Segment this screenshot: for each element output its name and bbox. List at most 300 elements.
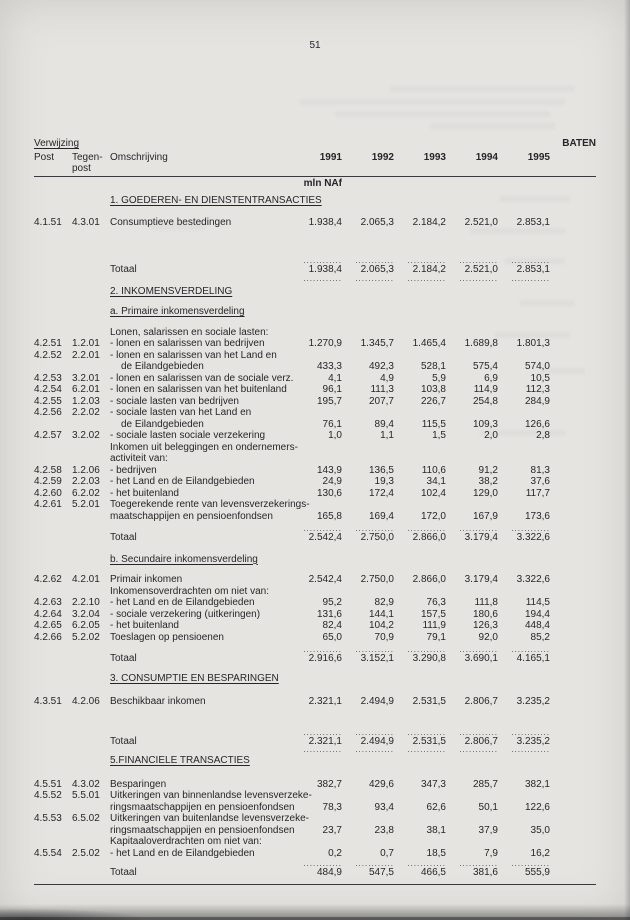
value-1994: 109,3 xyxy=(472,418,498,430)
description-line: Inkomensoverdrachten om niet van: xyxy=(110,585,269,597)
value-1995: 3.235,2 xyxy=(516,696,550,707)
dashes-separator xyxy=(34,276,596,282)
description-line: ringsmaatschappijen en pensioenfondsen xyxy=(110,824,295,836)
description: Totaal xyxy=(110,532,137,543)
value-1994: ............ xyxy=(459,729,498,736)
value-1992: 207,7 xyxy=(368,395,394,407)
value-1994: 1.689,8 xyxy=(464,338,498,349)
value-1993: 115,5 xyxy=(421,418,446,430)
value-1994: 167,9 xyxy=(472,510,498,522)
value-1991: ............ xyxy=(303,526,342,532)
spacer xyxy=(72,178,110,190)
table-row xyxy=(34,350,596,373)
value-1991: 23,7 xyxy=(322,824,342,836)
description-line: - lonen en salarissen van het Land en xyxy=(110,349,277,361)
value-1994: 254,8 xyxy=(472,395,498,407)
value-1993: 347,3 xyxy=(420,778,446,790)
description xyxy=(110,276,290,282)
value-1991: 143,9 xyxy=(316,464,342,476)
subsection-heading: a. Primaire inkomensverdeling xyxy=(110,306,245,317)
value-1993: 62,6 xyxy=(426,801,446,813)
value-1992: 172,4 xyxy=(368,487,394,499)
omschrijving-column-header: Omschrijving xyxy=(110,151,168,163)
value-1994: 37,9 xyxy=(478,824,498,836)
row-gap xyxy=(34,207,596,217)
table-row xyxy=(34,499,596,522)
value-1993: 2.866,0 xyxy=(412,532,446,543)
description xyxy=(110,338,290,350)
value-1992: 2.065,3 xyxy=(360,216,394,228)
value-1994: 2,0 xyxy=(484,430,498,441)
section-heading: 1. GOEDEREN- EN DIENSTENTRANSACTIES xyxy=(110,195,322,206)
value-1992: 82,9 xyxy=(374,597,394,608)
table-row xyxy=(34,384,596,396)
value-1991: 130,6 xyxy=(316,487,342,499)
table-row xyxy=(34,476,596,488)
value-1993: ............ xyxy=(407,647,446,653)
value-1995: 114,5 xyxy=(525,597,550,608)
description xyxy=(110,499,310,522)
description: Totaal xyxy=(110,735,137,747)
section-row xyxy=(34,755,596,767)
table-row xyxy=(34,574,596,586)
description-line: Consumptieve bestedingen xyxy=(110,216,232,228)
value-1994: 2.806,7 xyxy=(464,696,498,707)
value-1994: 2.521,0 xyxy=(464,216,498,228)
description xyxy=(110,476,290,488)
description-line: Primair inkomen xyxy=(110,574,183,585)
value-1992: ............ xyxy=(355,647,394,653)
value-1992: 169,4 xyxy=(368,510,394,522)
value-1991: 195,7 xyxy=(316,395,342,407)
value-1994: 38,2 xyxy=(478,476,498,487)
description-line: - sociale verzekering (uitkeringen) xyxy=(110,608,261,620)
description xyxy=(110,836,290,848)
description xyxy=(110,327,290,339)
value-1993: 2.866,0 xyxy=(412,574,446,585)
tegenpost-column-header xyxy=(72,152,110,175)
value-1992: ............ xyxy=(355,526,394,532)
value-1993: 111,9 xyxy=(422,620,446,631)
value-1992: 4,9 xyxy=(380,372,394,384)
value-1993: 3.290,8 xyxy=(412,653,446,664)
post-code: 4.2.54 xyxy=(34,384,62,395)
value-1994: 3.690,1 xyxy=(464,653,498,664)
value-1995: 2,8 xyxy=(536,430,550,441)
table-row xyxy=(34,217,596,229)
description-line: Besparingen xyxy=(110,778,167,790)
row-gap xyxy=(34,665,596,673)
post-code: 4.2.63 xyxy=(34,597,62,608)
description xyxy=(110,779,290,791)
value-1992: 2.494,9 xyxy=(360,735,394,747)
row-gap xyxy=(34,297,596,306)
tegenpost-code: 5.2.01 xyxy=(72,499,100,510)
post-code: 4.5.52 xyxy=(34,790,62,801)
description-line: - het buitenland xyxy=(110,620,179,631)
tegenpost-code: 4.2.01 xyxy=(72,574,100,585)
description xyxy=(110,372,294,385)
subsection-row xyxy=(34,554,596,566)
value-1991: ............ xyxy=(303,729,342,736)
description-line: - het buitenland xyxy=(110,487,179,499)
description-line: - sociale lasten van bedrijven xyxy=(110,395,239,407)
post-code: 4.2.60 xyxy=(34,487,62,499)
description-line: - het Land en de Eilandgebieden xyxy=(110,847,255,859)
value-1993: 1.465,4 xyxy=(412,338,446,349)
tegenpost-code: 1.2.03 xyxy=(72,395,100,407)
description xyxy=(110,620,290,632)
value-1993: 34,1 xyxy=(426,476,446,487)
value-1992: 492,3 xyxy=(368,361,394,372)
description xyxy=(110,574,290,586)
value-1995: 382,1 xyxy=(524,778,550,790)
year-column-header: 1991 xyxy=(319,151,342,163)
description-line: Uitkeringen van binnenlandse levensverzeke- xyxy=(110,790,312,801)
section-heading: 5.FINANCIELE TRANSACTIES xyxy=(110,755,250,766)
description-line: Toeslagen op pensioenen xyxy=(110,631,224,643)
table-row xyxy=(34,696,596,708)
value-1994: 129,0 xyxy=(472,487,498,499)
table-row xyxy=(34,396,596,408)
value-1991: ............ xyxy=(303,647,342,653)
value-1995: 35,0 xyxy=(530,824,550,836)
value-1992: 2.494,9 xyxy=(360,696,394,707)
tegenpost-code: 2.2.10 xyxy=(72,597,100,608)
row-gap xyxy=(34,767,596,779)
row-gap xyxy=(34,708,596,730)
bleedthrough-artifact xyxy=(430,123,555,129)
table-row xyxy=(34,813,596,836)
description-line: ringsmaatschappijen en pensioenfondsen xyxy=(110,801,295,813)
value-1995: 37,6 xyxy=(530,476,550,487)
value-1991: ............ xyxy=(303,275,342,282)
year-column-header: 1995 xyxy=(527,151,550,163)
value-1992: 1.345,7 xyxy=(360,338,394,349)
tegenpost-code: 3.2.04 xyxy=(72,608,100,620)
value-1995: 3.322,6 xyxy=(516,574,550,585)
value-1994: ............ xyxy=(459,647,498,653)
value-1993: 79,1 xyxy=(426,631,446,643)
value-1992: 429,6 xyxy=(368,778,394,790)
value-1991: 1.938,4 xyxy=(308,216,342,228)
description xyxy=(110,465,290,477)
value-1991: 0,2 xyxy=(328,847,342,859)
post-code: 4.2.52 xyxy=(34,349,62,361)
value-1994: 3.179,4 xyxy=(464,574,498,585)
value-1991: 76,1 xyxy=(322,418,342,430)
description-line: Inkomen uit beleggingen en ondernemers- xyxy=(110,441,298,453)
row-gap xyxy=(34,565,596,574)
value-1991: 2.321,1 xyxy=(308,696,342,707)
description: Totaal xyxy=(110,867,137,878)
year-column-header: 1993 xyxy=(423,151,446,163)
label-row xyxy=(34,836,596,848)
table-row xyxy=(34,488,596,500)
description-line: de Eilandgebieden xyxy=(121,361,204,372)
value-1992: 0,7 xyxy=(380,847,394,859)
value-1993: 172,0 xyxy=(420,510,446,522)
value-1993: ............ xyxy=(407,861,446,867)
description xyxy=(110,350,290,373)
post-code: 4.2.66 xyxy=(34,631,62,643)
post-code: 4.2.62 xyxy=(34,574,62,585)
value-1993: 103,8 xyxy=(420,384,446,395)
description xyxy=(110,586,290,598)
value-1991: ............ xyxy=(303,747,342,753)
label-row xyxy=(34,442,596,465)
value-1992: 2.750,0 xyxy=(360,532,394,543)
value-1995: 284,9 xyxy=(524,395,550,407)
section-row xyxy=(34,195,596,207)
description-line: Kapitaaloverdrachten om niet van: xyxy=(110,836,262,847)
value-1991: 484,9 xyxy=(316,867,342,878)
description-line: activiteit van: xyxy=(110,453,168,464)
description-line: - lonen en salarissen van de sociale verz. xyxy=(110,372,294,384)
value-1992: 3.152,1 xyxy=(360,653,394,664)
table-row xyxy=(34,407,596,430)
post-column-header: Post xyxy=(34,151,55,163)
tegenpost-code: 2.2.03 xyxy=(72,476,100,487)
value-1995: 126,6 xyxy=(524,418,550,430)
value-1994: 2.806,7 xyxy=(464,735,498,747)
value-1994: 114,9 xyxy=(473,384,498,395)
description xyxy=(110,632,290,644)
post-code: 4.2.58 xyxy=(34,464,62,476)
value-1995: 81,3 xyxy=(530,464,550,476)
value-1995: 2.853,1 xyxy=(516,264,550,275)
total-row xyxy=(34,653,596,665)
tegenpost-code: 4.3.02 xyxy=(72,778,100,790)
value-1993: 466,5 xyxy=(420,867,446,878)
value-1993: 5,9 xyxy=(432,372,446,384)
value-1991: 382,7 xyxy=(316,778,342,790)
baten-heading: BATEN xyxy=(562,138,596,149)
page-number: 51 xyxy=(309,40,321,51)
value-1994: 3.179,4 xyxy=(464,532,498,543)
value-1991: 4,1 xyxy=(328,372,342,384)
description-line: Lonen, salarissen en sociale lasten: xyxy=(110,326,269,338)
tegenpost-code: 2.2.02 xyxy=(72,407,100,418)
column-header-row xyxy=(34,152,596,175)
value-1992: 89,4 xyxy=(374,418,394,430)
table-row xyxy=(34,465,596,477)
description xyxy=(110,441,298,465)
value-1993: ............ xyxy=(407,258,446,264)
value-1994: ............ xyxy=(459,258,498,264)
value-1995: 1.801,3 xyxy=(516,338,550,349)
value-1992: 23,8 xyxy=(374,824,394,836)
description xyxy=(110,848,290,860)
description-line: - lonen en salarissen van het buitenland xyxy=(110,384,287,395)
value-1991: ............ xyxy=(303,861,342,867)
value-1994: 381,6 xyxy=(472,867,498,878)
description xyxy=(110,813,310,836)
value-1994: ............ xyxy=(459,861,498,867)
table-row xyxy=(34,373,596,385)
value-1995: 3.235,2 xyxy=(516,735,550,747)
value-1995: 117,7 xyxy=(525,487,550,499)
value-1995: 448,4 xyxy=(524,620,550,631)
value-1992: 2.065,3 xyxy=(360,264,394,275)
table-row xyxy=(34,790,596,813)
value-1995: ............ xyxy=(511,258,550,264)
section-heading: 2. INKOMENSVERDELING xyxy=(110,285,233,297)
spacer xyxy=(110,178,290,190)
value-1991: 96,1 xyxy=(322,384,342,395)
table-row xyxy=(34,430,596,442)
description-line: - sociale lasten van het Land en xyxy=(110,407,252,418)
post-code: 4.1.51 xyxy=(34,216,62,228)
table-row xyxy=(34,848,596,860)
value-1993: ............ xyxy=(407,747,446,753)
subsection-row xyxy=(34,306,596,318)
post-code: 4.2.61 xyxy=(34,499,62,510)
value-1991: 1.938,4 xyxy=(308,264,342,275)
total-row xyxy=(34,867,596,879)
description-line: de Eilandgebieden xyxy=(121,418,204,430)
value-1992: 93,4 xyxy=(374,801,394,813)
description xyxy=(110,396,290,408)
tegenpost-code: 3.2.01 xyxy=(72,372,100,384)
description xyxy=(110,430,290,442)
value-1991: 95,2 xyxy=(322,597,342,608)
value-1994: ............ xyxy=(459,275,498,282)
table-row xyxy=(34,597,596,609)
value-1995: 16,2 xyxy=(530,847,550,859)
value-1992: 1,1 xyxy=(380,430,394,441)
value-1995: 555,9 xyxy=(524,867,550,878)
value-1995: 4.165,1 xyxy=(516,653,550,664)
post-code: 4.2.65 xyxy=(34,620,62,631)
post-code: 4.2.55 xyxy=(34,395,62,407)
table-row xyxy=(34,338,596,350)
value-1994: 91,2 xyxy=(478,464,498,476)
value-1993: ............ xyxy=(407,729,446,736)
value-1992: 104,2 xyxy=(368,620,394,631)
section-heading: 3. CONSUMPTIE EN BESPARINGEN xyxy=(110,672,279,684)
total-row xyxy=(34,264,596,276)
tegenpost-code: 4.2.06 xyxy=(72,696,100,707)
value-1993: 2.184,2 xyxy=(412,264,446,275)
post-code: 4.2.64 xyxy=(34,608,62,620)
year-column-header: 1994 xyxy=(475,151,498,163)
value-1995: ............ xyxy=(511,729,550,736)
tegenpost-header-line: Tegen- xyxy=(72,151,103,163)
post-code: 4.3.51 xyxy=(34,696,62,707)
value-1991: 82,4 xyxy=(322,620,342,631)
description: Totaal xyxy=(110,653,137,664)
value-1992: 2.750,0 xyxy=(360,574,394,585)
value-1994: 2.521,0 xyxy=(464,264,498,275)
value-1991: 131,6 xyxy=(316,608,342,620)
value-1993: 2.531,5 xyxy=(412,735,446,747)
value-1992: ............ xyxy=(355,729,394,736)
value-1991: ............ xyxy=(303,258,342,264)
subsection-heading: b. Secundaire inkomensverdeling xyxy=(110,553,258,565)
tegenpost-code: 1.2.01 xyxy=(72,338,100,349)
value-1995: 173,6 xyxy=(524,510,550,522)
post-code: 4.2.51 xyxy=(34,338,62,349)
value-1991: 24,9 xyxy=(322,476,342,487)
value-1993: 76,3 xyxy=(426,597,446,608)
value-1993: 102,4 xyxy=(420,487,446,499)
value-1995: 2.853,1 xyxy=(516,216,550,228)
value-1993: 157,5 xyxy=(420,608,446,620)
table-row xyxy=(34,632,596,644)
value-1995: ............ xyxy=(511,647,550,653)
value-1994: 126,3 xyxy=(472,620,498,631)
tegenpost-code: 5.5.01 xyxy=(72,790,100,801)
table-body xyxy=(34,189,596,879)
value-1992: ............ xyxy=(355,275,394,282)
value-1993: 2.184,2 xyxy=(412,216,446,228)
value-1991: 2.321,1 xyxy=(308,735,342,747)
description xyxy=(110,609,290,621)
description xyxy=(110,217,290,229)
total-row xyxy=(34,736,596,748)
value-1991: 2.542,4 xyxy=(308,574,342,585)
description xyxy=(110,696,290,708)
tegenpost-code: 5.2.02 xyxy=(72,631,100,643)
description xyxy=(110,384,290,396)
bleedthrough-artifact xyxy=(300,99,565,105)
label-row xyxy=(34,586,596,598)
row-gap xyxy=(34,684,596,696)
total-row xyxy=(34,532,596,544)
row-gap xyxy=(34,318,596,327)
value-1992: ............ xyxy=(355,258,394,264)
tegenpost-code: 2.2.01 xyxy=(72,349,100,361)
value-1992: 111,3 xyxy=(370,384,394,395)
value-1994: 285,7 xyxy=(472,778,498,790)
value-1995: ............ xyxy=(511,526,550,532)
post-code: 4.2.53 xyxy=(34,372,62,384)
value-1993: 18,5 xyxy=(426,847,446,859)
value-1994: 50,1 xyxy=(478,801,498,813)
value-1992: 136,5 xyxy=(368,464,394,476)
value-1994: 575,4 xyxy=(472,361,498,372)
tegenpost-code: 6.2.01 xyxy=(72,384,100,395)
value-1995: 194,4 xyxy=(524,608,550,620)
unit-label: mln NAf xyxy=(303,177,342,189)
description xyxy=(110,747,290,753)
value-1994: ............ xyxy=(459,747,498,753)
description-line: - lonen en salarissen van bedrijven xyxy=(110,338,265,349)
value-1994: 111,8 xyxy=(474,597,498,608)
value-1991: 1.270,9 xyxy=(308,338,342,349)
description xyxy=(110,488,290,500)
value-1993: 2.531,5 xyxy=(412,696,446,707)
value-1995: 574,0 xyxy=(524,361,550,372)
label-row xyxy=(34,327,596,339)
tegenpost-header-line: post xyxy=(72,163,91,174)
row-gap xyxy=(34,544,596,554)
value-1991: 165,8 xyxy=(316,510,342,522)
value-1991: 433,3 xyxy=(316,361,342,372)
value-1992: ............ xyxy=(355,861,394,867)
unit-row xyxy=(34,178,596,190)
description-line: - het Land en de Eilandgebieden xyxy=(110,597,255,608)
value-1992: 547,5 xyxy=(368,867,394,878)
value-1993: ............ xyxy=(407,526,446,532)
tegenpost-code: 1.2.06 xyxy=(72,464,100,476)
value-1994: 7,9 xyxy=(484,847,498,859)
table-header-top xyxy=(34,138,596,150)
value-1991: 65,0 xyxy=(322,631,342,643)
description-line: - sociale lasten sociale verzekering xyxy=(110,430,266,441)
section-row xyxy=(34,673,596,685)
